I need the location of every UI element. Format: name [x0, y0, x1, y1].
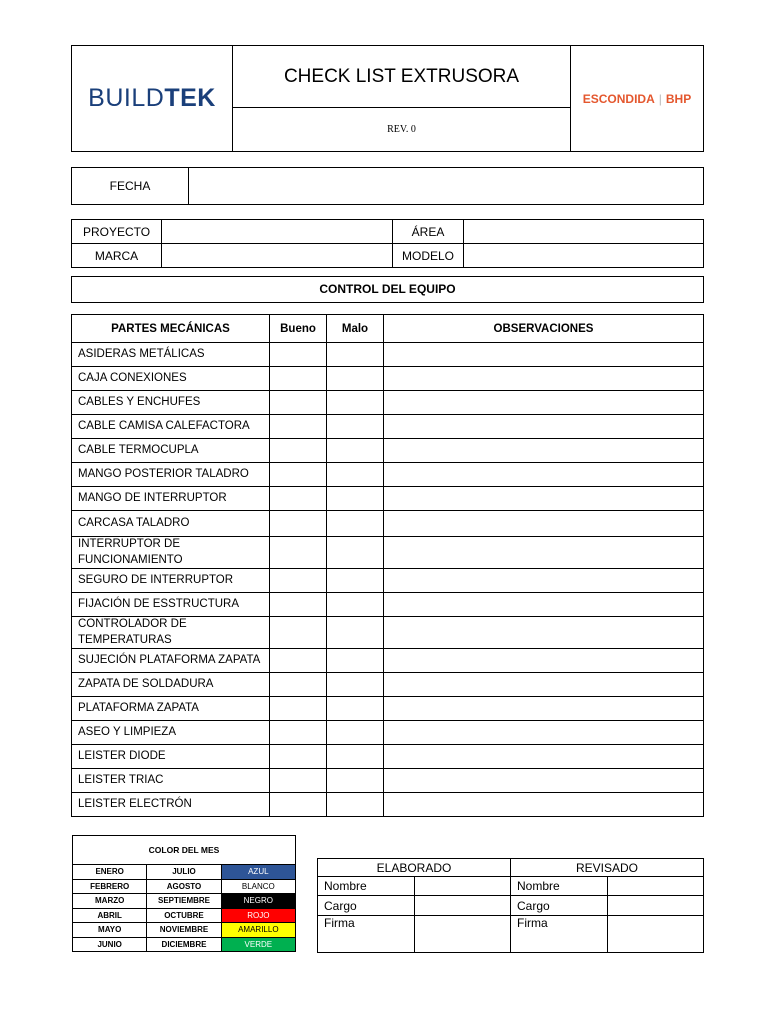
column-header-partes: PARTES MECÁNICAS [72, 315, 270, 343]
color-swatch: BLANCO [221, 879, 295, 894]
malo-cell[interactable] [327, 537, 384, 569]
malo-cell[interactable] [327, 511, 384, 537]
malo-cell[interactable] [327, 343, 384, 367]
bueno-cell[interactable] [270, 617, 327, 649]
bueno-cell[interactable] [270, 487, 327, 511]
part-name: LEISTER TRIAC [72, 769, 270, 793]
month-second-half: OCTUBRE [147, 908, 221, 923]
part-name: ZAPATA DE SOLDADURA [72, 673, 270, 697]
proyecto-label: PROYECTO [72, 220, 162, 244]
observaciones-cell[interactable] [384, 745, 704, 769]
checklist-row [72, 721, 704, 745]
malo-cell[interactable] [327, 569, 384, 593]
revisado-firma-label: Firma [511, 916, 608, 953]
color-row [73, 879, 296, 894]
checklist-row [72, 617, 704, 649]
checklist-row [72, 593, 704, 617]
revisado-firma-field[interactable] [607, 916, 704, 953]
observaciones-cell[interactable] [384, 343, 704, 367]
checklist-row [72, 343, 704, 367]
observaciones-cell[interactable] [384, 649, 704, 673]
observaciones-cell[interactable] [384, 793, 704, 817]
part-name: CABLE CAMISA CALEFACTORA [72, 415, 270, 439]
month-second-half: NOVIEMBRE [147, 923, 221, 938]
part-name: SUJECIÓN PLATAFORMA ZAPATA [72, 649, 270, 673]
checklist-row [72, 463, 704, 487]
checklist-table [71, 314, 704, 817]
signature-table [317, 858, 704, 953]
control-equipo-title: CONTROL DEL EQUIPO [71, 276, 704, 303]
revisado-cargo-label: Cargo [511, 896, 608, 916]
checklist-row [72, 367, 704, 391]
bueno-cell[interactable] [270, 511, 327, 537]
color-del-mes-title: COLOR DEL MES [73, 836, 296, 865]
malo-cell[interactable] [327, 617, 384, 649]
bueno-cell[interactable] [270, 391, 327, 415]
observaciones-cell[interactable] [384, 697, 704, 721]
part-name: INTERRUPTOR DE FUNCIONAMIENTO [72, 537, 270, 569]
color-swatch: AZUL [221, 865, 295, 880]
part-name: CABLES Y ENCHUFES [72, 391, 270, 415]
color-row [73, 937, 296, 952]
escondida-bhp-logo [571, 46, 704, 152]
elaborado-header: ELABORADO [318, 859, 511, 877]
malo-cell[interactable] [327, 769, 384, 793]
part-name: LEISTER DIODE [72, 745, 270, 769]
fecha-table [71, 167, 704, 205]
part-name: LEISTER ELECTRÓN [72, 793, 270, 817]
elaborado-firma-field[interactable] [414, 916, 511, 953]
checklist-row [72, 697, 704, 721]
checklist-row [72, 537, 704, 569]
document-title: CHECK LIST EXTRUSORA [233, 46, 571, 108]
malo-cell[interactable] [327, 463, 384, 487]
revision-label: REV. 0 [233, 108, 571, 152]
bueno-cell[interactable] [270, 415, 327, 439]
observaciones-cell[interactable] [384, 391, 704, 415]
bueno-cell[interactable] [270, 343, 327, 367]
malo-cell[interactable] [327, 367, 384, 391]
part-name: FIJACIÓN DE ESSTRUCTURA [72, 593, 270, 617]
month-first-half: JUNIO [73, 937, 147, 952]
elaborado-nombre-field[interactable] [414, 877, 511, 896]
fecha-field[interactable] [189, 168, 704, 205]
malo-cell[interactable] [327, 745, 384, 769]
observaciones-cell[interactable] [384, 673, 704, 697]
color-row [73, 923, 296, 938]
color-swatch: AMARILLO [221, 923, 295, 938]
bueno-cell[interactable] [270, 439, 327, 463]
checklist-row [72, 673, 704, 697]
checklist-row [72, 391, 704, 415]
bueno-cell[interactable] [270, 649, 327, 673]
malo-cell[interactable] [327, 649, 384, 673]
column-header-malo: Malo [327, 315, 384, 343]
logo-text-escondida: ESCONDIDA [582, 91, 655, 106]
marca-label: MARCA [72, 244, 162, 268]
month-second-half: AGOSTO [147, 879, 221, 894]
bueno-cell[interactable] [270, 769, 327, 793]
part-name: PLATAFORMA ZAPATA [72, 697, 270, 721]
marca-field[interactable] [162, 244, 393, 268]
revisado-cargo-field[interactable] [607, 896, 704, 916]
buildtek-logo [72, 46, 233, 152]
bueno-cell[interactable] [270, 537, 327, 569]
logo-separator: | [658, 91, 662, 106]
proyecto-field[interactable] [162, 220, 393, 244]
revisado-nombre-label: Nombre [511, 877, 608, 896]
observaciones-cell[interactable] [384, 569, 704, 593]
logo-text-build: BUILD [88, 84, 165, 112]
checklist-row [72, 415, 704, 439]
observaciones-cell[interactable] [384, 439, 704, 463]
month-first-half: ENERO [73, 865, 147, 880]
bueno-cell[interactable] [270, 673, 327, 697]
checklist-row [72, 439, 704, 463]
part-name: SEGURO DE INTERRUPTOR [72, 569, 270, 593]
observaciones-cell[interactable] [384, 537, 704, 569]
month-first-half: MARZO [73, 894, 147, 909]
part-name: CAJA CONEXIONES [72, 367, 270, 391]
elaborado-firma-label: Firma [318, 916, 415, 953]
part-name: ASIDERAS METÁLICAS [72, 343, 270, 367]
bueno-cell[interactable] [270, 593, 327, 617]
column-header-observaciones: OBSERVACIONES [384, 315, 704, 343]
revisado-header: REVISADO [511, 859, 704, 877]
month-second-half: DICIEMBRE [147, 937, 221, 952]
bueno-cell[interactable] [270, 721, 327, 745]
part-name: CARCASA TALADRO [72, 511, 270, 537]
checklist-row [72, 793, 704, 817]
part-name: ASEO Y LIMPIEZA [72, 721, 270, 745]
checklist-row [72, 745, 704, 769]
month-first-half: FEBRERO [73, 879, 147, 894]
modelo-label: MODELO [393, 244, 464, 268]
color-del-mes-table [72, 835, 296, 952]
elaborado-cargo-field[interactable] [414, 896, 511, 916]
part-name: CONTROLADOR DE TEMPERATURAS [72, 617, 270, 649]
area-label: ÁREA [393, 220, 464, 244]
fecha-label: FECHA [72, 168, 189, 205]
observaciones-cell[interactable] [384, 367, 704, 391]
column-header-bueno: Bueno [270, 315, 327, 343]
malo-cell[interactable] [327, 415, 384, 439]
elaborado-nombre-label: Nombre [318, 877, 415, 896]
observaciones-cell[interactable] [384, 463, 704, 487]
checklist-row [72, 649, 704, 673]
project-table [71, 219, 704, 268]
color-swatch: ROJO [221, 908, 295, 923]
malo-cell[interactable] [327, 593, 384, 617]
malo-cell[interactable] [327, 487, 384, 511]
color-row [73, 894, 296, 909]
bueno-cell[interactable] [270, 793, 327, 817]
logo-text-tek: TEK [164, 84, 216, 112]
checklist-row [72, 569, 704, 593]
header-table [71, 45, 704, 152]
month-first-half: ABRIL [73, 908, 147, 923]
part-name: CABLE TERMOCUPLA [72, 439, 270, 463]
malo-cell[interactable] [327, 439, 384, 463]
bueno-cell[interactable] [270, 367, 327, 391]
malo-cell[interactable] [327, 673, 384, 697]
checklist-row [72, 511, 704, 537]
color-row [73, 865, 296, 880]
bueno-cell[interactable] [270, 463, 327, 487]
observaciones-cell[interactable] [384, 769, 704, 793]
observaciones-cell[interactable] [384, 721, 704, 745]
month-second-half: SEPTIEMBRE [147, 894, 221, 909]
elaborado-cargo-label: Cargo [318, 896, 415, 916]
checklist-row [72, 769, 704, 793]
month-first-half: MAYO [73, 923, 147, 938]
observaciones-cell[interactable] [384, 487, 704, 511]
observaciones-cell[interactable] [384, 593, 704, 617]
bueno-cell[interactable] [270, 569, 327, 593]
bueno-cell[interactable] [270, 697, 327, 721]
malo-cell[interactable] [327, 721, 384, 745]
part-name: MANGO POSTERIOR TALADRO [72, 463, 270, 487]
month-second-half: JULIO [147, 865, 221, 880]
checklist-row [72, 487, 704, 511]
observaciones-cell[interactable] [384, 511, 704, 537]
observaciones-cell[interactable] [384, 415, 704, 439]
modelo-field[interactable] [464, 244, 704, 268]
malo-cell[interactable] [327, 697, 384, 721]
color-swatch: NEGRO [221, 894, 295, 909]
part-name: MANGO DE INTERRUPTOR [72, 487, 270, 511]
color-swatch: VERDE [221, 937, 295, 952]
revisado-nombre-field[interactable] [607, 877, 704, 896]
logo-text-bhp: BHP [665, 91, 692, 106]
malo-cell[interactable] [327, 793, 384, 817]
observaciones-cell[interactable] [384, 617, 704, 649]
color-row [73, 908, 296, 923]
malo-cell[interactable] [327, 391, 384, 415]
bueno-cell[interactable] [270, 745, 327, 769]
area-field[interactable] [464, 220, 704, 244]
